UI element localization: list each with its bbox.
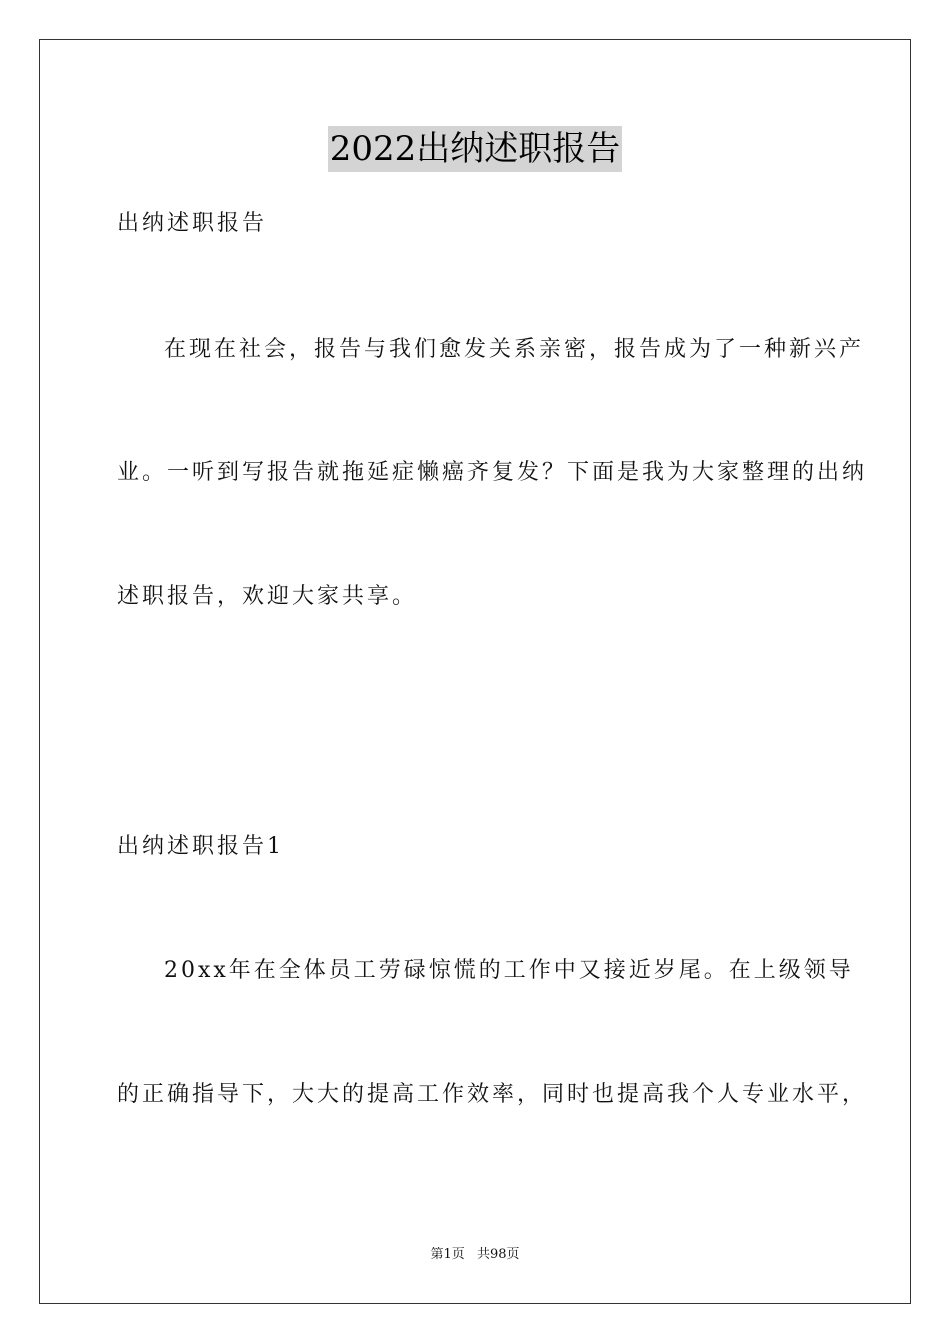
paragraph-line: 述职报告，欢迎大家共享。 — [117, 584, 418, 609]
paragraph-line: 在现在社会，报告与我们愈发关系亲密，报告成为了一种新兴产 — [164, 337, 865, 362]
paragraph-line: 的正确指导下，大大的提高工作效率，同时也提高我个人专业水平， — [117, 1082, 868, 1107]
document-subtitle: 出纳述职报告 — [117, 211, 268, 236]
page-number: 第1页 — [430, 1247, 465, 1262]
paragraph-line: 业。一听到写报告就拖延症懒癌齐复发？下面是我为大家整理的出纳 — [117, 460, 868, 485]
page-footer — [0, 1246, 950, 1264]
document-title: 2022出纳述职报告 — [328, 126, 623, 172]
section-heading: 出纳述职报告1 — [117, 834, 284, 859]
page-total: 共98页 — [476, 1247, 520, 1262]
title-container — [0, 126, 950, 172]
paragraph-line: 20xx年在全体员工劳碌惊慌的工作中又接近岁尾。在上级领导 — [164, 958, 854, 983]
